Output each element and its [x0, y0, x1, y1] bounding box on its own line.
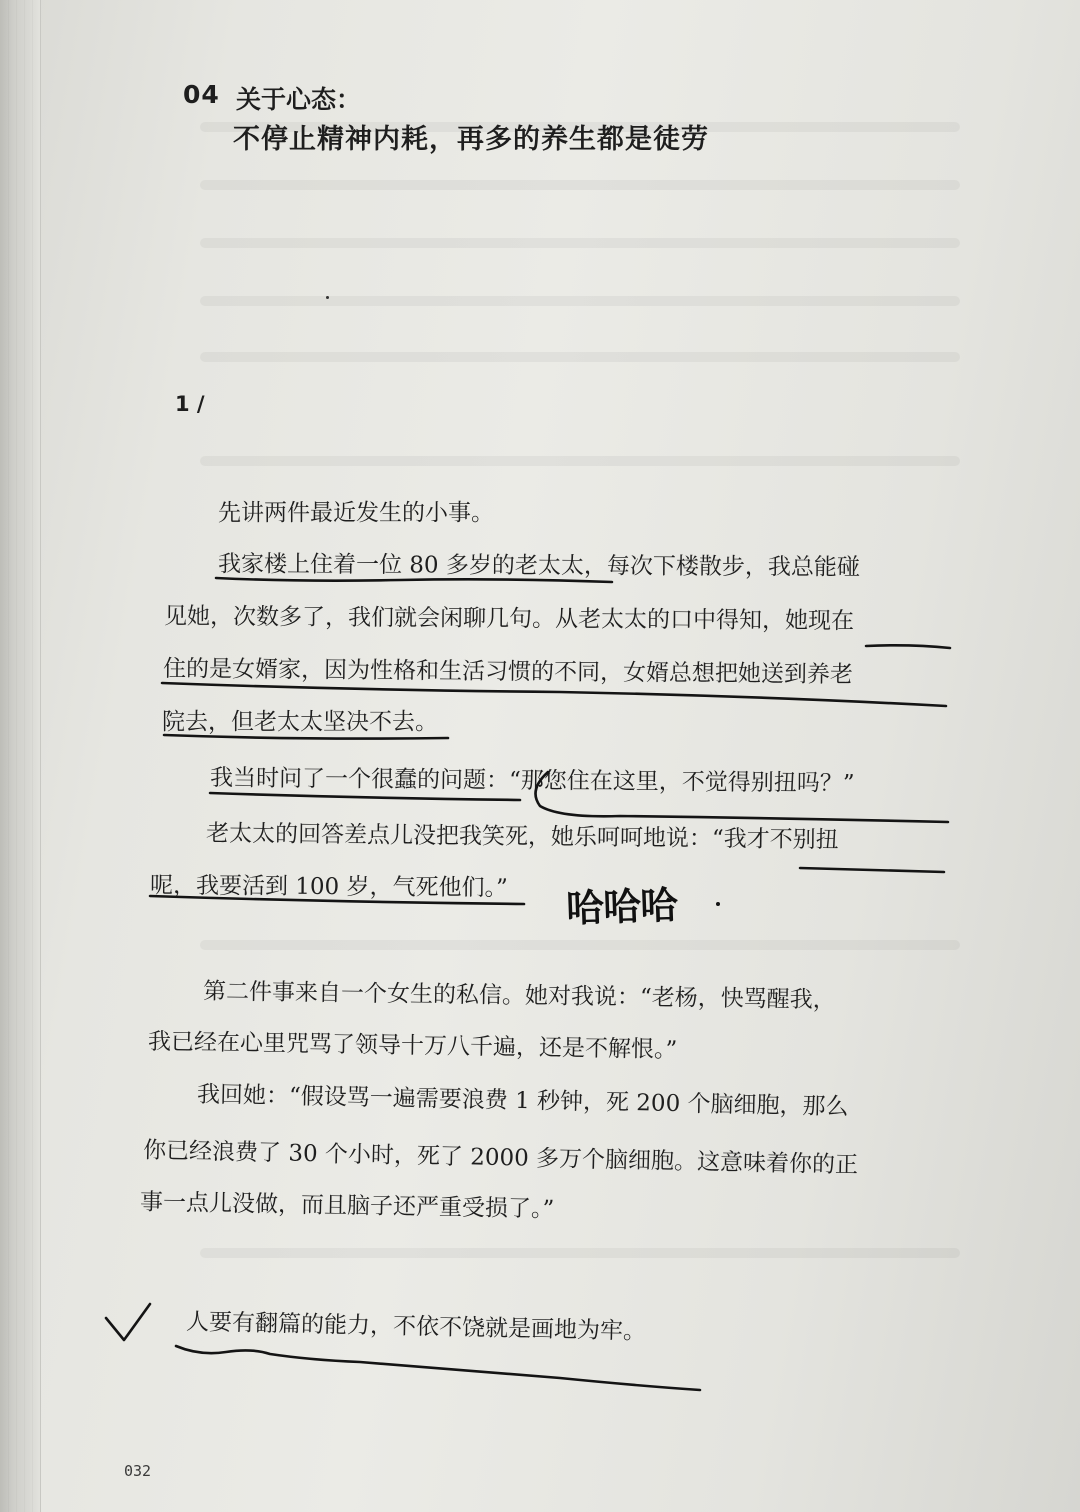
check-mark-icon	[106, 1304, 150, 1340]
paragraph-line: 住的是女婿家，因为性格和生活习惯的不同，女婿总想把她送到养老	[162, 655, 854, 689]
show-through	[200, 1248, 960, 1258]
handwritten-underline	[800, 868, 944, 872]
handwritten-underline	[866, 645, 950, 648]
handwritten-note: 哈哈哈	[565, 883, 678, 931]
show-through	[200, 296, 960, 306]
show-through	[200, 940, 960, 950]
chapter-number: 04	[183, 80, 220, 109]
chapter-title: 关于心态：	[236, 85, 362, 114]
show-through	[200, 352, 960, 362]
paragraph-line: 院去，但老太太坚决不去。	[162, 709, 438, 735]
paragraph-line: 我已经在心里咒骂了领导十万八千遍，还是不解恨。”	[147, 1028, 678, 1064]
page-edge-stack	[0, 0, 41, 1512]
show-through	[200, 180, 960, 190]
paragraph-line: 第二件事来自一个女生的私信。她对我说：“老杨，快骂醒我，	[202, 978, 836, 1014]
chapter-subtitle: 不停止精神内耗，再多的养生都是徒劳	[233, 124, 709, 155]
paragraph-line: 呢，我要活到 100 岁，气死他们。”	[149, 872, 508, 902]
paragraph-line: 我回她：“假设骂一遍需要浪费 1 秒钟，死 200 个脑细胞，那么	[196, 1081, 849, 1121]
dot-mark	[326, 296, 329, 299]
paragraph-line: 人要有翻篇的能力，不依不饶就是画地为牢。	[185, 1309, 647, 1345]
paragraph-line: 见她，次数多了，我们就会闲聊几句。从老太太的口中得知，她现在	[163, 603, 855, 635]
handwritten-underline	[176, 1346, 700, 1390]
paragraph-line: 事一点儿没做，而且脑子还严重受损了。”	[139, 1189, 555, 1223]
handwritten-underline	[210, 793, 520, 800]
show-through	[200, 456, 960, 466]
paragraph-line: 我家楼上住着一位 80 多岁的老太太，每次下楼散步，我总能碰	[217, 551, 860, 581]
page-number: 032	[124, 1462, 152, 1480]
paragraph-line: 你已经浪费了 30 个小时，死了 2000 多万个脑细胞。这意味着你的正	[142, 1137, 859, 1179]
paragraph-line: 老太太的回答差点儿没把我笑死，她乐呵呵地说：“我才不别扭	[205, 820, 839, 854]
paragraph-line: 我当时问了一个很蠢的问题：“那您住在这里，不觉得别扭吗？”	[209, 765, 855, 797]
section-number: 1 /	[175, 392, 205, 416]
show-through	[200, 238, 960, 248]
paragraph-line: 先讲两件最近发生的小事。	[218, 500, 494, 526]
handwritten-underline	[164, 735, 448, 739]
